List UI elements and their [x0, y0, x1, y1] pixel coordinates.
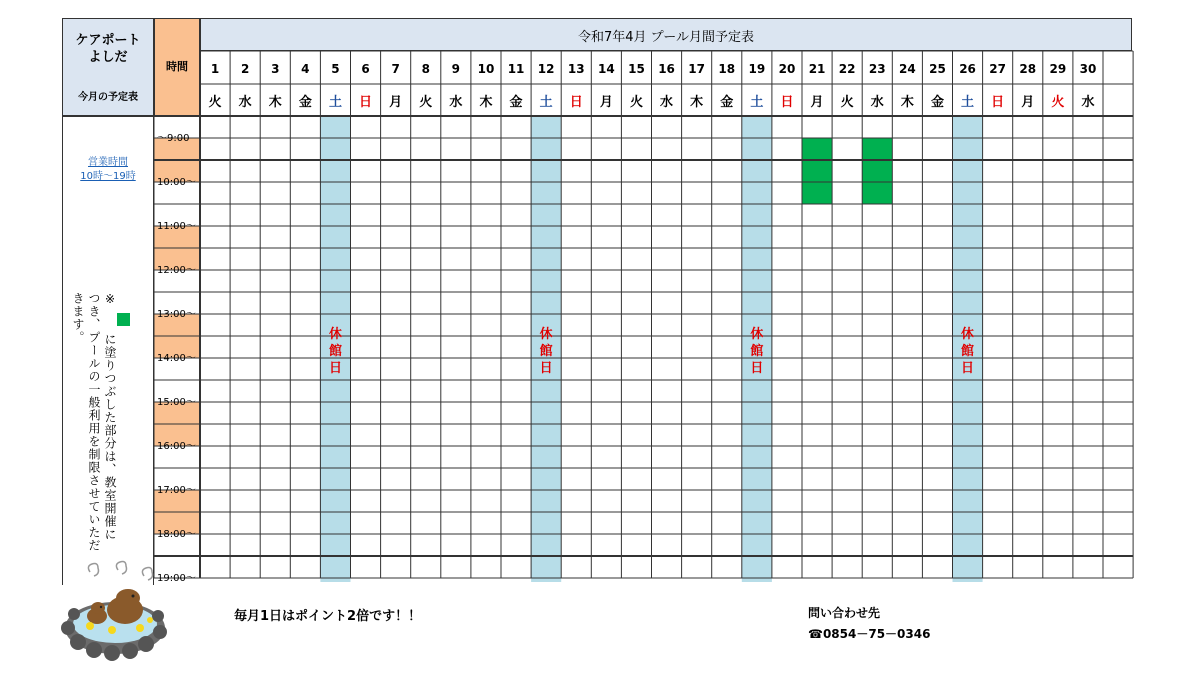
day-of-week: 月: [599, 95, 613, 110]
closed-day-label: 館: [328, 344, 342, 359]
time-slot-label: 10:00〜: [157, 177, 196, 188]
time-slot-label: 12:00〜: [157, 265, 196, 276]
closed-day-label: 休: [961, 327, 975, 342]
day-number: 15: [628, 62, 645, 76]
business-hours-range: 10時〜19時: [80, 171, 136, 182]
time-slot-label: 11:00〜: [157, 221, 196, 232]
day-number: 19: [748, 62, 766, 76]
capybara-onsen-illustration: [60, 558, 170, 670]
time-slot-label: 〜9:00: [157, 133, 190, 144]
day-of-week: 土: [328, 95, 342, 110]
day-of-week: 水: [1081, 95, 1095, 110]
day-of-week: 火: [1051, 95, 1065, 110]
closed-day-label: 日: [539, 361, 553, 376]
day-number: 6: [361, 62, 370, 76]
day-of-week: 火: [840, 95, 854, 110]
day-number: 8: [421, 62, 430, 76]
contact-phone: ☎0854－75－0346: [808, 627, 931, 641]
day-of-week: 月: [1021, 95, 1035, 110]
day-number: 10: [477, 62, 495, 76]
day-number: 30: [1079, 62, 1097, 76]
points-notice: 毎月1日はポイント2倍です！！: [234, 609, 422, 624]
day-number: 25: [929, 62, 946, 76]
day-of-week: 水: [660, 95, 674, 110]
day-of-week: 月: [810, 95, 824, 110]
day-number: 18: [718, 62, 736, 76]
brand-name-line1: ケアポート: [75, 33, 141, 48]
day-number: 3: [271, 62, 280, 76]
day-number: 2: [240, 62, 250, 76]
closed-day-label: 休: [328, 327, 342, 342]
day-number: 22: [838, 62, 856, 76]
day-of-week: 火: [629, 95, 643, 110]
day-of-week: 水: [870, 95, 884, 110]
day-number: 9: [451, 62, 461, 76]
day-number: 13: [567, 62, 585, 76]
time-slot-label: 19:00〜: [157, 573, 196, 584]
day-number: 26: [959, 62, 976, 76]
time-column-header: 時間: [166, 60, 188, 73]
day-of-week: 土: [539, 95, 553, 110]
time-slot-label: 14:00〜: [157, 353, 196, 364]
day-of-week: 木: [690, 95, 704, 110]
closed-day-label: 館: [750, 344, 764, 359]
day-number: 20: [778, 62, 796, 76]
day-of-week: 金: [930, 95, 944, 110]
day-number: 7: [391, 62, 400, 76]
day-of-week: 日: [569, 95, 583, 110]
day-of-week: 火: [419, 95, 433, 110]
day-number: 11: [507, 62, 525, 76]
day-number: 14: [597, 62, 615, 76]
day-of-week: 水: [449, 95, 463, 110]
contact-label: 問い合わせ先: [808, 606, 881, 620]
day-of-week: 月: [389, 95, 403, 110]
class-notice: ※ に塗りつぶした部分は、教室開催につき、プールの一般利用を制限させていただきます。: [71, 292, 117, 552]
day-number: 27: [989, 62, 1007, 76]
time-slot-label: 17:00〜: [157, 485, 196, 496]
day-of-week: 金: [298, 95, 312, 110]
closed-day-label: 館: [961, 344, 975, 359]
day-of-week: 火: [208, 95, 222, 110]
closed-day-label: 日: [961, 361, 975, 376]
time-slot-label: 13:00〜: [157, 309, 196, 320]
month-plan-label: 今月の予定表: [78, 92, 138, 103]
day-number: 5: [331, 62, 340, 76]
business-hours-label: 営業時間: [88, 157, 128, 168]
day-number: 21: [808, 62, 826, 76]
schedule-title: 令和7年4月 プール月間予定表: [577, 30, 755, 45]
brand-name-line2: よしだ: [88, 50, 128, 65]
day-of-week: 木: [900, 95, 914, 110]
day-of-week: 土: [961, 95, 975, 110]
time-slot-label: 15:00〜: [157, 397, 196, 408]
day-number: 24: [898, 62, 916, 76]
day-of-week: 日: [359, 95, 373, 110]
day-number: 1: [210, 62, 220, 76]
closed-day-label: 休: [750, 327, 764, 342]
closed-day-label: 日: [750, 361, 764, 376]
day-number: 17: [688, 62, 706, 76]
day-of-week: 日: [780, 95, 794, 110]
day-of-week: 金: [720, 95, 734, 110]
day-of-week: 金: [509, 95, 523, 110]
class-block: [802, 138, 832, 204]
day-of-week: 木: [479, 95, 493, 110]
day-number: 4: [301, 62, 310, 76]
closed-day-label: 館: [539, 344, 553, 359]
closed-day-label: 休: [539, 327, 553, 342]
time-slot-label: 16:00〜: [157, 441, 196, 452]
day-number: 12: [537, 62, 555, 76]
day-of-week: 木: [268, 95, 282, 110]
day-number: 16: [658, 62, 675, 76]
day-number: 28: [1019, 62, 1037, 76]
time-slot-label: 18:00〜: [157, 529, 196, 540]
closed-day-label: 日: [328, 361, 342, 376]
day-of-week: 日: [991, 95, 1005, 110]
class-block: [862, 138, 892, 204]
day-number: 23: [868, 62, 886, 76]
day-of-week: 土: [750, 95, 764, 110]
day-of-week: 水: [238, 95, 252, 110]
day-number: 29: [1049, 62, 1067, 76]
